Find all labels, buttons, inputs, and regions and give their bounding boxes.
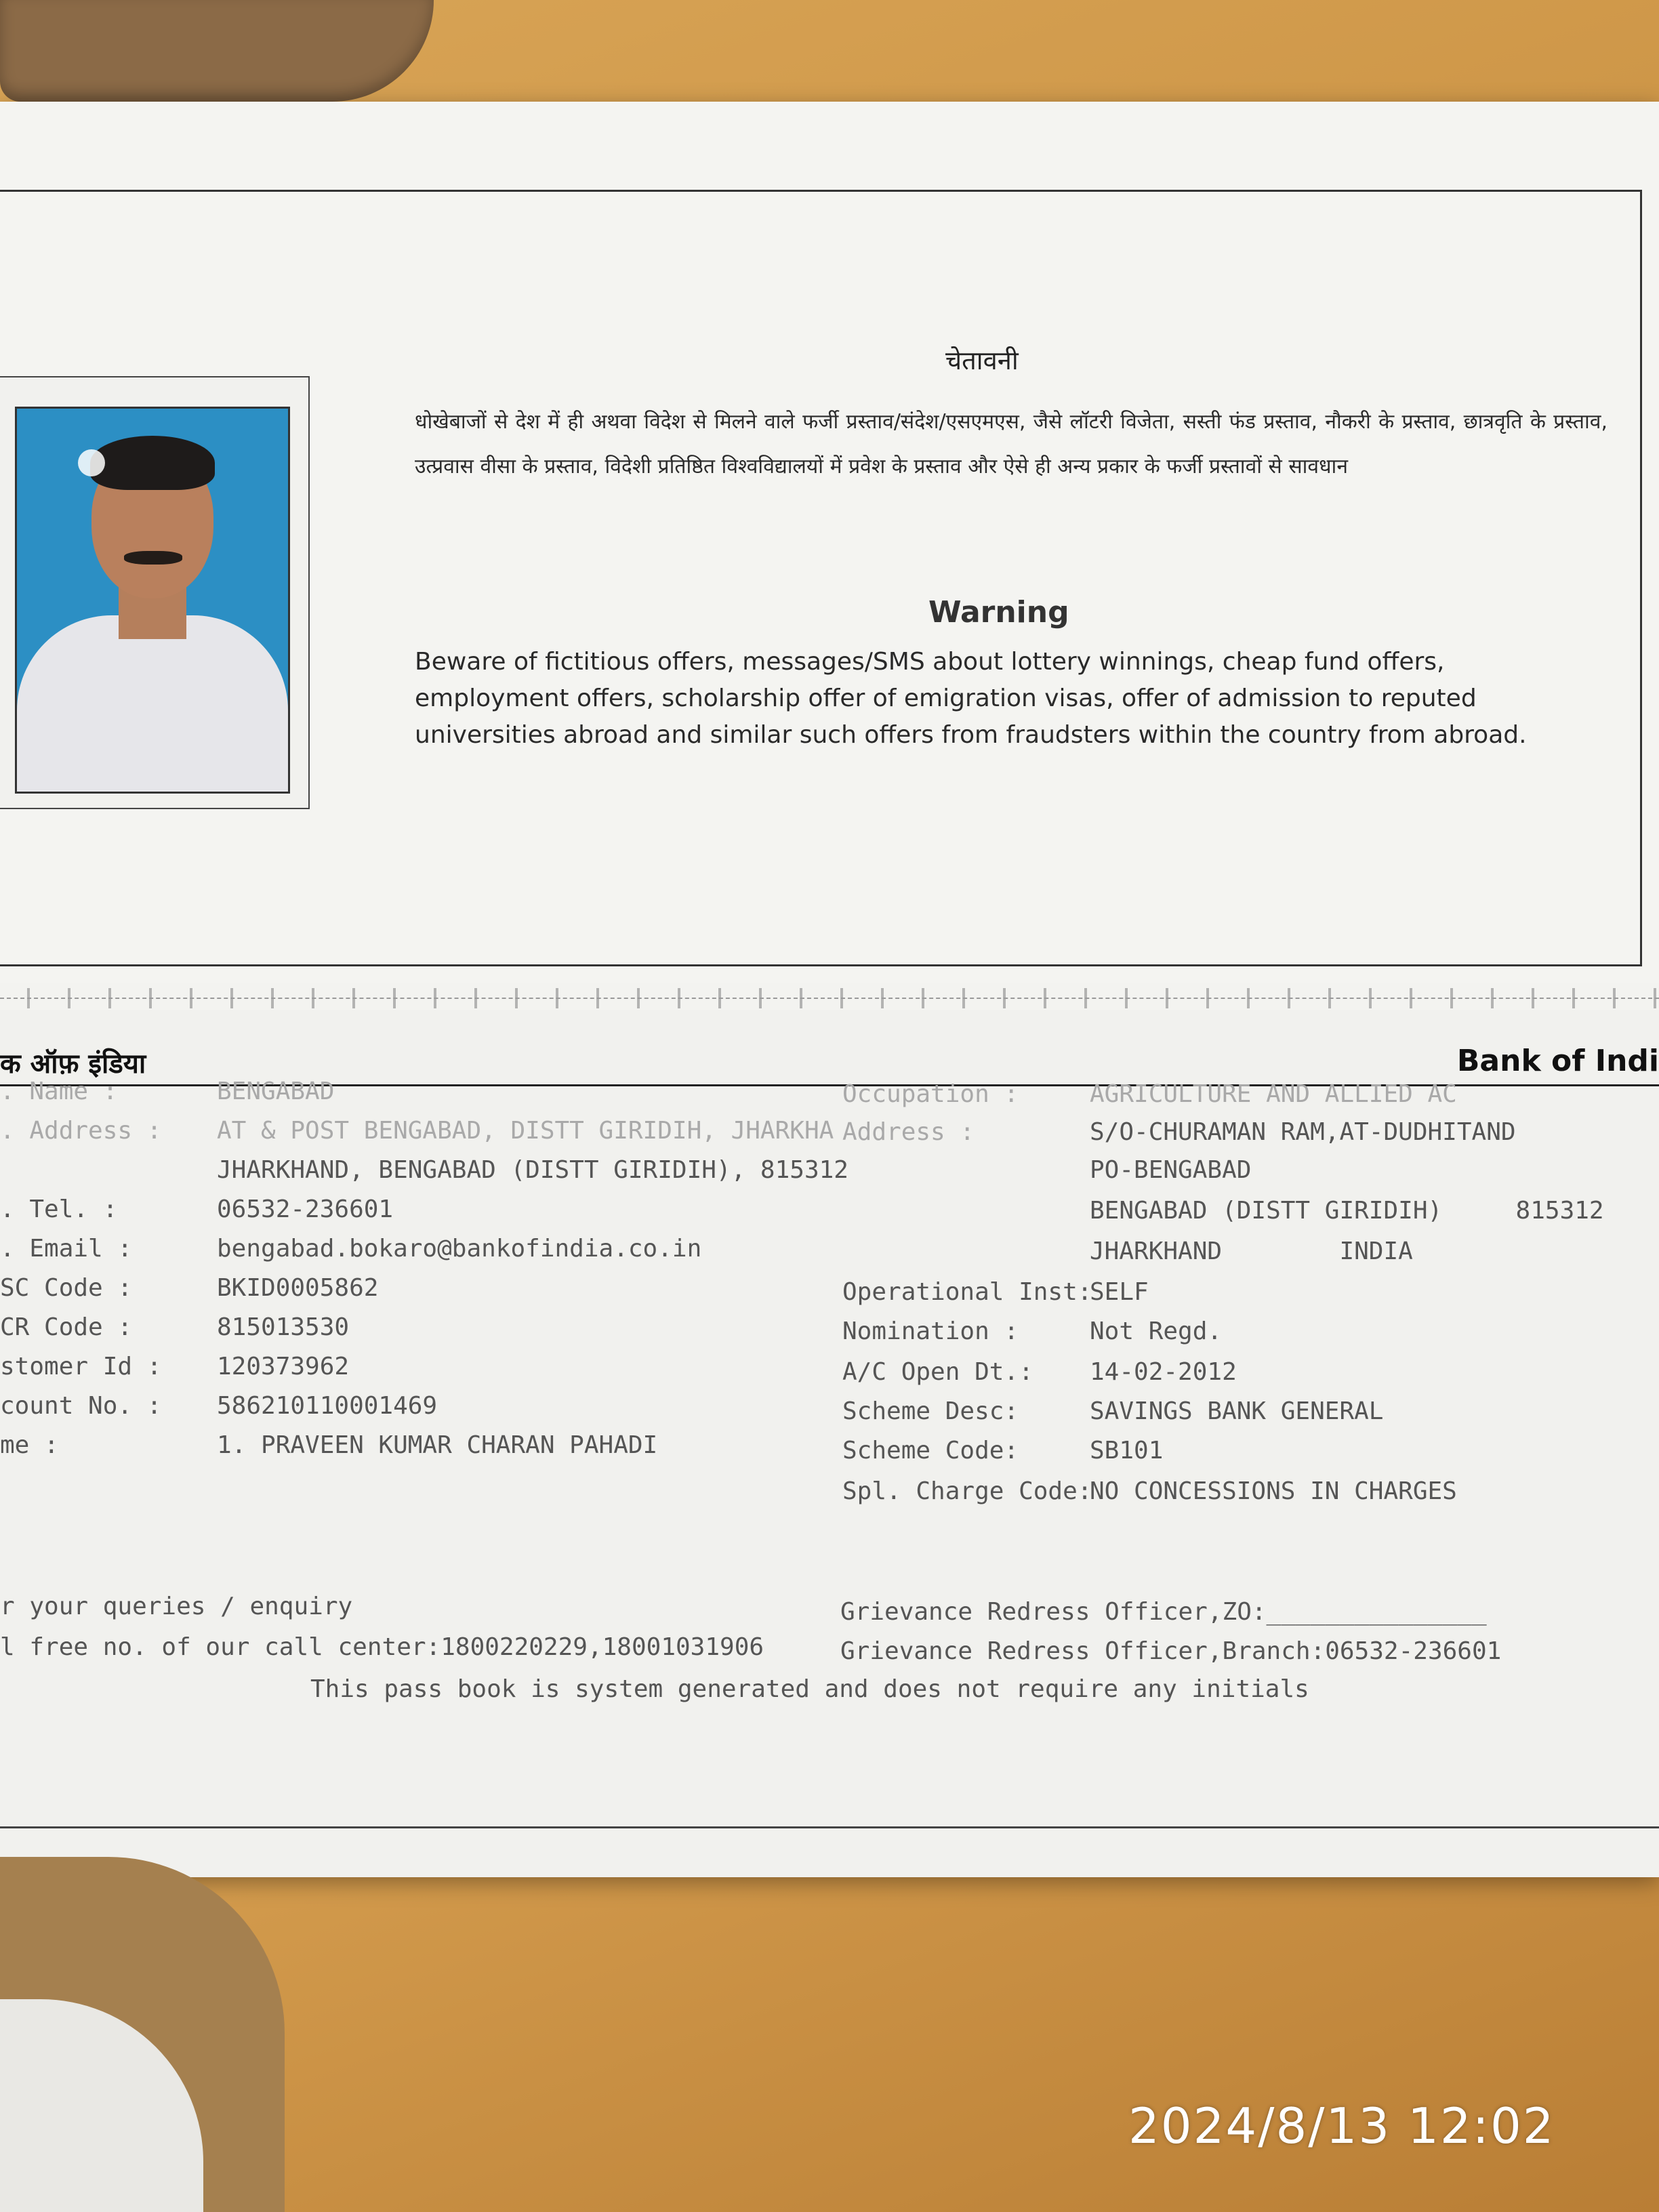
warning-text: Beware of fictitious offers, messages/SMS about lottery winnings, cheap fund offers, employment offers, scholarship offer of emigration visas, offer of admission to reputed universities abroad and similar such offers from fraudsters within the country from abroad.: [415, 648, 1527, 749]
nomination-value: Not Regd.: [1090, 1317, 1223, 1345]
scheme-code-label: Scheme Code:: [842, 1437, 1019, 1465]
branch-name-label: . Name :: [0, 1078, 118, 1105]
warning-title: Warning: [928, 595, 1069, 630]
address-line4: JHARKHAND INDIA: [1090, 1237, 1413, 1265]
grievance-branch: Grievance Redress Officer,Branch:06532-236601: [840, 1637, 1502, 1665]
photo-timestamp: 2024/8/13 12:02: [1128, 2097, 1555, 2154]
micr-label: CR Code :: [0, 1313, 133, 1341]
customer-id-value: 120373962: [217, 1353, 350, 1380]
tollfree-line: l free no. of our call center:1800220229,18001031906: [0, 1633, 764, 1661]
open-date-value: 14-02-2012: [1090, 1358, 1237, 1386]
open-date-label: A/C Open Dt.:: [842, 1358, 1033, 1386]
holder-name-value: 1. PRAVEEN KUMAR CHARAN PAHADI: [217, 1431, 658, 1459]
tel-label: . Tel. :: [0, 1195, 118, 1223]
operational-inst-label: Operational Inst:: [842, 1278, 1092, 1306]
cardboard-scrap-top: [0, 0, 434, 102]
charge-code-value: NO CONCESSIONS IN CHARGES: [1090, 1477, 1457, 1505]
scheme-desc-label: Scheme Desc:: [842, 1397, 1019, 1425]
bank-name-hindi: क ऑफ़ इंडिया: [0, 1048, 146, 1080]
occupation-value: AGRICULTURE AND ALLIED AC: [1090, 1080, 1457, 1108]
address-line2: PO-BENGABAD: [1090, 1156, 1252, 1184]
tel-value: 06532-236601: [217, 1195, 394, 1223]
grievance-zo: Grievance Redress Officer,ZO:_______________: [840, 1598, 1487, 1626]
query-line: r your queries / enquiry: [0, 1593, 353, 1620]
bank-name-english: Bank of Indi: [1456, 1044, 1659, 1078]
nomination-label: Nomination :: [842, 1317, 1019, 1345]
address-line3: BENGABAD (DISTT GIRIDIH) 815312: [1090, 1197, 1604, 1225]
branch-name-value: BENGABAD: [217, 1078, 335, 1105]
ifsc-value: BKID0005862: [217, 1274, 379, 1302]
branch-address-value: AT & POST BENGABAD, DISTT GIRIDIH, JHARKHA: [217, 1117, 834, 1145]
address-label: Address :: [842, 1118, 975, 1146]
scheme-code-value: SB101: [1090, 1437, 1164, 1465]
account-no-value: 586210110001469: [217, 1392, 438, 1420]
address-line1: S/O-CHURAMAN RAM,AT-DUDHITAND: [1090, 1118, 1516, 1146]
email-label: . Email :: [0, 1235, 133, 1263]
operational-inst-value: SELF: [1090, 1278, 1149, 1306]
perforation-line: [0, 998, 1659, 999]
email-value: bengabad.bokaro@bankofindia.co.in: [217, 1235, 702, 1263]
branch-address-label: . Address :: [0, 1117, 162, 1145]
micr-value: 815013530: [217, 1313, 350, 1341]
account-holder-photo: [15, 407, 290, 794]
system-note: This pass book is system generated and does not require any initials: [310, 1675, 1309, 1703]
warning-hindi-title: चेतावनी: [945, 346, 1019, 375]
charge-code-label: Spl. Charge Code:: [842, 1477, 1092, 1505]
branch-address-line2: JHARKHAND, BENGABAD (DISTT GIRIDIH), 815312: [217, 1156, 848, 1184]
footer-rule: [0, 1826, 1659, 1828]
warning-hindi-text: धोखेबाजों से देश में ही अथवा विदेश से मिलने वाले फर्जी प्रस्ताव/संदेश/एसएमएस, जैसे लॉटरी विजेता, सस्ती फंड प्रस्ताव, नौकरी के प्रस्ताव, छात्रवृति के प्रस्ताव, उत्प्रवास वीसा के प्रस्ताव, विदेशी प्रतिष्ठित विश्वविद्यालयों में प्रवेश के प्रस्ताव और ऐसे ही अन्य प्रकार के फर्जी प्रस्तावों से सावधान: [415, 410, 1607, 478]
holder-name-label: me :: [0, 1431, 59, 1459]
customer-id-label: stomer Id :: [0, 1353, 162, 1380]
account-no-label: count No. :: [0, 1392, 162, 1420]
scheme-desc-value: SAVINGS BANK GENERAL: [1090, 1397, 1384, 1425]
occupation-label: Occupation :: [842, 1080, 1019, 1108]
passbook: [0, 102, 1659, 1877]
ifsc-label: SC Code :: [0, 1274, 133, 1302]
